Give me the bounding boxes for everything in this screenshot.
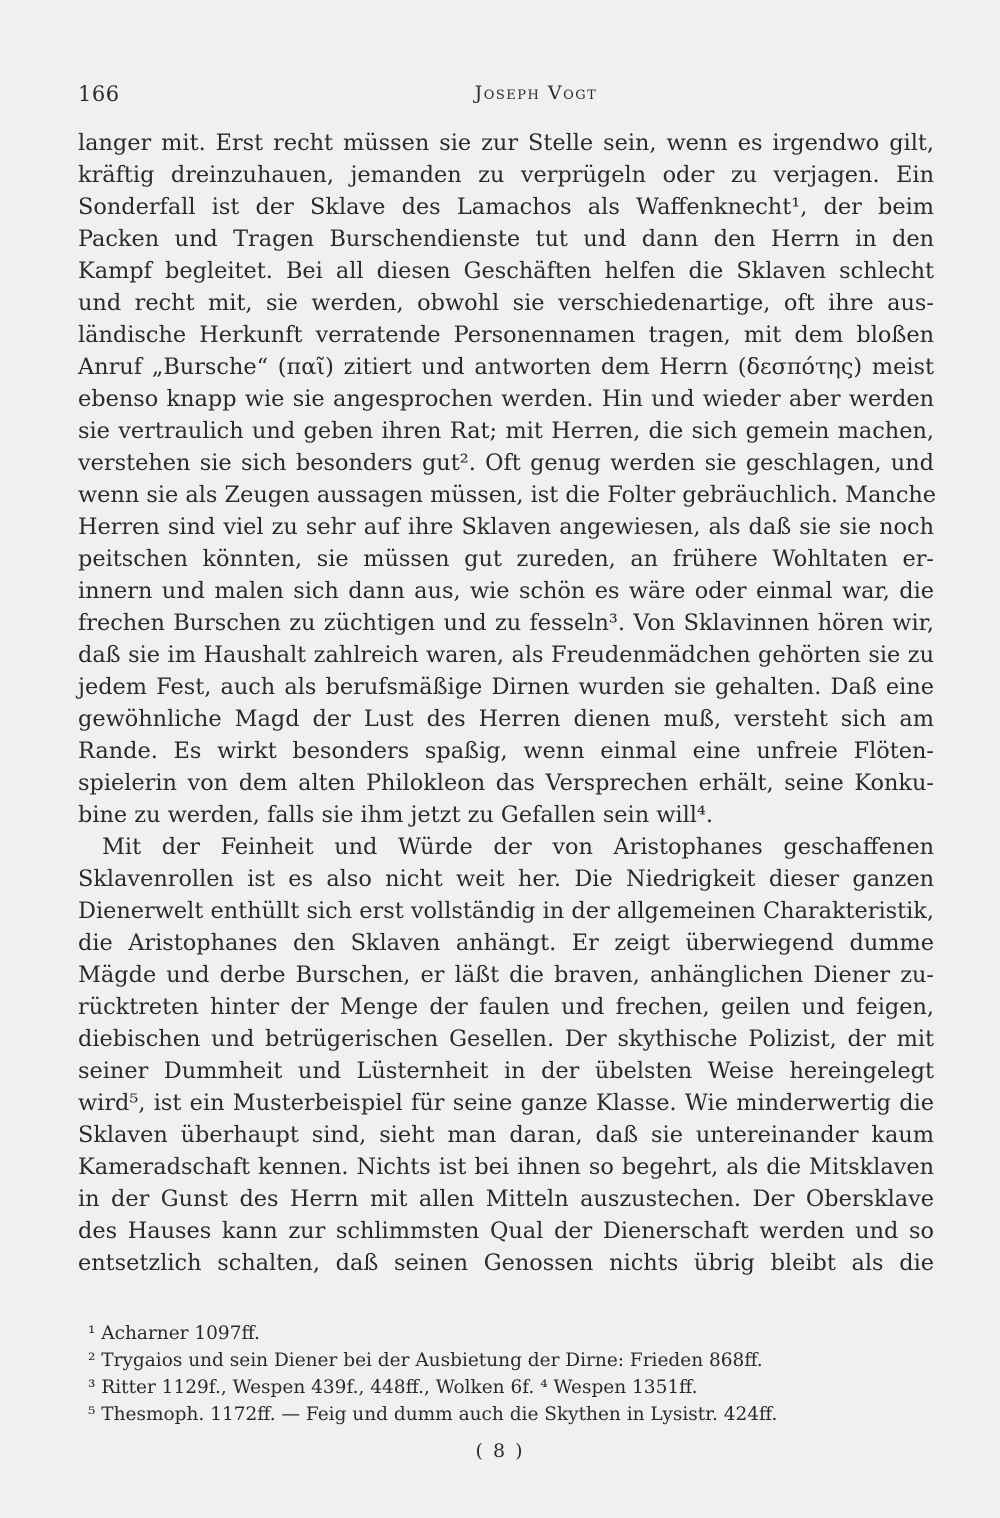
body-line: ländische Herkunft verratende Personennamen tragen, mit dem bloßen — [78, 322, 934, 348]
body-line: Sonderfall ist der Sklave des Lamachos als Waffenknecht¹, der beim — [78, 194, 934, 220]
body-line: Kameradschaft kennen. Nichts ist bei ihnen so begehrt, als die Mitsklaven — [78, 1154, 934, 1180]
body-line: spielerin von dem alten Philokleon das Versprechen erhält, seine Konku- — [78, 770, 934, 796]
footnotes — [88, 1320, 908, 1428]
body-line: Rande. Es wirkt besonders spaßig, wenn einmal eine unfreie Flöten- — [78, 738, 934, 764]
body-line: Herren sind viel zu sehr auf ihre Sklaven angewiesen, als daß sie sie noch — [78, 514, 934, 540]
body-line: entsetzlich schalten, daß seinen Genossen nichts übrig bleibt als die — [78, 1250, 934, 1276]
folio: ( 8 ) — [475, 1440, 525, 1462]
body-line: des Hauses kann zur schlimmsten Qual der Dienerschaft werden und so — [78, 1218, 934, 1244]
body-line: Kampf begleitet. Bei all diesen Geschäften helfen die Sklaven schlecht — [78, 258, 934, 284]
running-head — [78, 82, 934, 112]
body-line: die Aristophanes den Sklaven anhängt. Er zeigt überwiegend dumme — [78, 930, 934, 956]
body-line: Mägde und derbe Burschen, er läßt die braven, anhänglichen Diener zu- — [78, 962, 934, 988]
body-line: und recht mit, sie werden, obwohl sie verschiedenartige, oft ihre aus- — [78, 290, 934, 316]
body-line: jedem Fest, auch als berufsmäßige Dirnen wurden sie gehalten. Daß eine — [78, 674, 934, 700]
body-line: innern und malen sich dann aus, wie schön es wäre oder einmal war, die — [78, 578, 934, 604]
body-line: gewöhnliche Magd der Lust des Herren dienen muß, versteht sich am — [78, 706, 934, 732]
body-line: wenn sie als Zeugen aussagen müssen, ist die Folter gebräuchlich. Manche — [78, 482, 937, 508]
body-line: diebischen und betrügerischen Gesellen. Der skythische Polizist, der mit — [78, 1026, 934, 1052]
footnote-2: ² Trygaios und sein Diener bei der Ausbietung der Dirne: Frieden 868ff. — [88, 1350, 763, 1371]
body-line: peitschen könnten, sie müssen gut zureden, an frühere Wohltaten er- — [78, 546, 934, 572]
footnote-3-4: ³ Ritter 1129f., Wespen 439f., 448ff., Wolken 6f. ⁴ Wespen 1351ff. — [88, 1377, 698, 1398]
footnote-5: ⁵ Thesmoph. 1172ff. — Feig und dumm auch die Skythen in Lysistr. 424ff. — [88, 1404, 778, 1425]
body-line: daß sie im Haushalt zahlreich waren, als Freudenmädchen gehörten sie zu — [78, 642, 934, 668]
body-line: Anruf „Bursche“ (παῖ) zitiert und antworten dem Herrn (δεσπότης) meist — [78, 354, 934, 380]
body-text — [78, 127, 937, 1279]
body-line: bine zu werden, falls sie ihm jetzt zu Gefallen sein will⁴. — [78, 802, 713, 828]
body-line: ebenso knapp wie sie angesprochen werden. Hin und wieder aber werden — [78, 386, 934, 412]
body-line: in der Gunst des Herrn mit allen Mitteln auszustechen. Der Obersklave — [78, 1186, 934, 1212]
body-line: Packen und Tragen Burschendienste tut und dann den Herrn in den — [78, 226, 934, 252]
body-line: wird⁵, ist ein Musterbeispiel für seine ganze Klasse. Wie minderwertig die — [78, 1090, 934, 1116]
body-line: verstehen sie sich besonders gut². Oft genug werden sie geschlagen, und — [78, 450, 934, 476]
body-line: Sklaven überhaupt sind, sieht man daran, daß sie untereinander kaum — [78, 1122, 934, 1148]
page-number: 166 — [78, 82, 120, 106]
body-line: frechen Burschen zu züchtigen und zu fesseln³. Von Sklavinnen hören wir, — [78, 610, 934, 636]
body-line: Mit der Feinheit und Würde der von Aristophanes geschaffenen — [102, 834, 934, 860]
body-line: seiner Dummheit und Lüsternheit in der übelsten Weise hereingelegt — [78, 1058, 934, 1084]
body-line: Dienerwelt enthüllt sich erst vollständig in der allgemeinen Charakteristik, — [78, 898, 934, 924]
body-line: sie vertraulich und geben ihren Rat; mit Herren, die sich gemein machen, — [78, 418, 934, 444]
body-line: kräftig dreinzuhauen, jemanden zu verprügeln oder zu verjagen. Ein — [78, 162, 934, 188]
running-head-author: Joseph Vogt — [474, 82, 598, 104]
body-line: langer mit. Erst recht müssen sie zur Stelle sein, wenn es irgendwo gilt, — [78, 130, 934, 156]
footnote-1: ¹ Acharner 1097ff. — [88, 1323, 260, 1344]
body-line: Sklavenrollen ist es also nicht weit her. Die Niedrigkeit dieser ganzen — [78, 866, 934, 892]
body-line: rücktreten hinter der Menge der faulen und frechen, geilen und feigen, — [78, 994, 934, 1020]
